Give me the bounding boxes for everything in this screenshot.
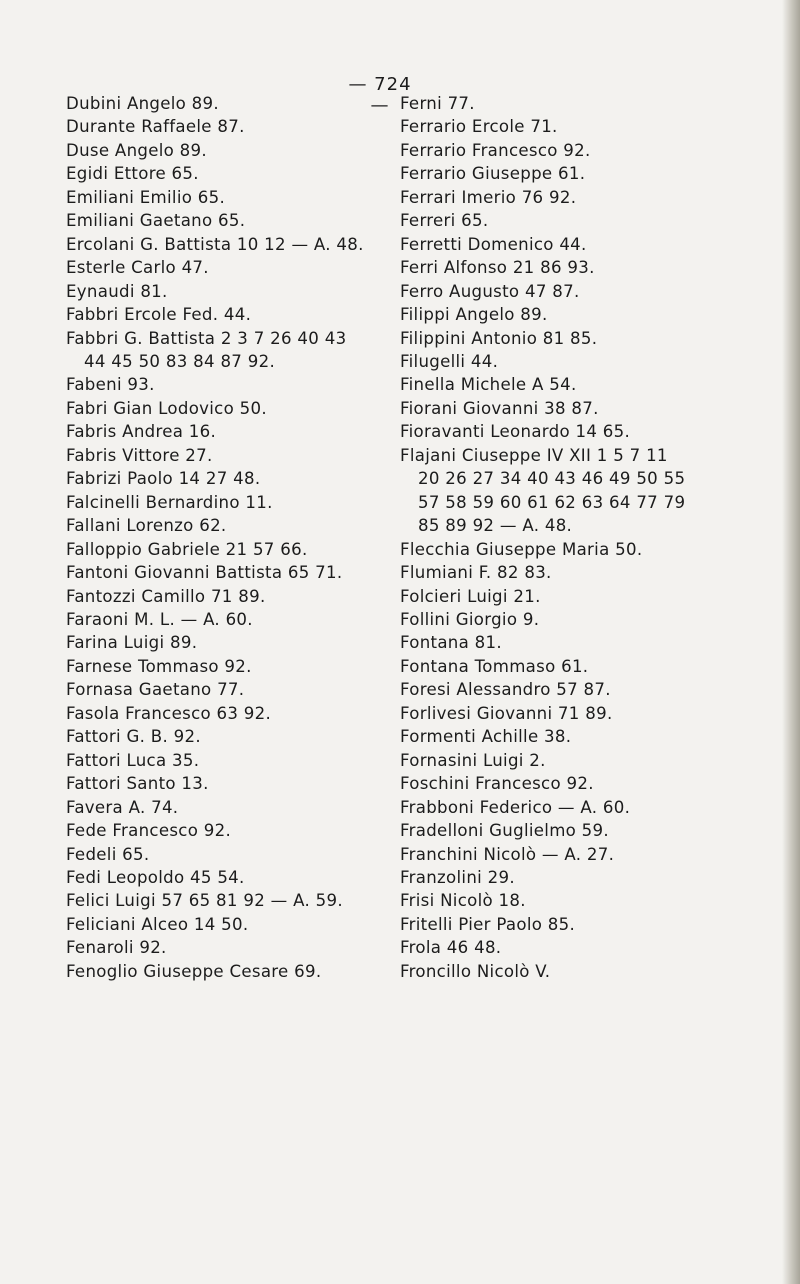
index-entry: Fenoglio Giuseppe Cesare 69. [66, 961, 322, 981]
index-entry: Fedeli 65. [66, 844, 150, 864]
index-entry: Ferrario Giuseppe 61. [400, 164, 586, 184]
index-entry: Foresi Alessandro 57 87. [400, 680, 611, 700]
index-entry-continuation: 20 26 27 34 40 43 46 49 50 55 [418, 469, 686, 489]
index-entry: Fabrizi Paolo 14 27 48. [66, 469, 261, 489]
index-entry: Fabbri G. Battista 2 3 7 26 40 43 [66, 328, 347, 348]
index-entry: Felici Luigi 57 65 81 92 — A. 59. [66, 891, 343, 911]
index-entry: Ferrario Ercole 71. [400, 117, 558, 137]
index-entry: Fontana 81. [400, 633, 502, 653]
index-entry: Fantozzi Camillo 71 89. [66, 586, 266, 606]
index-entry: Fenaroli 92. [66, 938, 167, 958]
index-entry: Ferro Augusto 47 87. [400, 281, 580, 301]
index-entry: Esterle Carlo 47. [66, 258, 209, 278]
index-entry: Emiliani Emilio 65. [66, 187, 226, 207]
index-entry: Franzolini 29. [400, 867, 515, 887]
index-entry: Fasola Francesco 63 92. [66, 703, 272, 723]
index-entry-continuation: 44 45 50 83 84 87 92. [84, 351, 276, 371]
index-entry: Flumiani F. 82 83. [400, 563, 552, 583]
index-column-left [66, 92, 396, 983]
index-entry-continuation: 57 58 59 60 61 62 63 64 77 79 [418, 492, 686, 512]
index-entry: Fattori Luca 35. [66, 750, 200, 770]
index-entry: Fradelloni Guglielmo 59. [400, 821, 609, 841]
index-entry: Follini Giorgio 9. [400, 609, 540, 629]
index-entry: Filippini Antonio 81 85. [400, 328, 598, 348]
index-entry: Franchini Nicolò — A. 27. [400, 844, 615, 864]
index-column-right [400, 92, 785, 983]
index-entry: Emiliani Gaetano 65. [66, 211, 246, 231]
index-entry: Flajani Ciuseppe IV XII 1 5 7 11 [400, 445, 668, 465]
index-entry: Ercolani G. Battista 10 12 — A. 48. [66, 234, 364, 254]
index-entry: Frisi Nicolò 18. [400, 891, 526, 911]
index-entry: Frola 46 48. [400, 938, 502, 958]
index-entry: Duse Angelo 89. [66, 140, 207, 160]
index-entry: Fabeni 93. [66, 375, 155, 395]
index-entry: Ferri Alfonso 21 86 93. [400, 258, 595, 278]
index-entry: Filugelli 44. [400, 351, 499, 371]
index-entry: Fornasa Gaetano 77. [66, 680, 245, 700]
index-entry: Folcieri Luigi 21. [400, 586, 541, 606]
index-entry: Fattori G. B. 92. [66, 727, 201, 747]
index-entry: Ferni 77. [400, 94, 475, 113]
index-entry: Fornasini Luigi 2. [400, 750, 546, 770]
index-entry: Finella Michele A 54. [400, 375, 577, 395]
index-entry: Formenti Achille 38. [400, 727, 572, 747]
index-entry: Ferrari Imerio 76 92. [400, 187, 577, 207]
index-entry: Fritelli Pier Paolo 85. [400, 914, 576, 934]
index-entry: Farnese Tommaso 92. [66, 656, 252, 676]
index-entry: Fabbri Ercole Fed. 44. [66, 305, 252, 325]
index-entry: Dubini Angelo 89. [66, 94, 219, 113]
index-entry: Fattori Santo 13. [66, 774, 209, 794]
index-entry: Faraoni M. L. — A. 60. [66, 609, 253, 629]
index-entry: Froncillo Nicolò V. [400, 961, 551, 981]
index-entry: Fabri Gian Lodovico 50. [66, 398, 267, 418]
index-entry: Eynaudi 81. [66, 281, 168, 301]
index-entry: Fede Francesco 92. [66, 821, 232, 841]
index-entry: Fallani Lorenzo 62. [66, 516, 227, 536]
page-number: — 724 — [348, 74, 412, 116]
index-entry: Feliciani Alceo 14 50. [66, 914, 249, 934]
index-entry: Fabris Vittore 27. [66, 445, 213, 465]
index-entry: Filippi Angelo 89. [400, 305, 548, 325]
index-entry-continuation: 85 89 92 — A. 48. [418, 516, 573, 536]
index-entry: Fabris Andrea 16. [66, 422, 217, 442]
index-entry: Fedi Leopoldo 45 54. [66, 867, 245, 887]
index-entry: Ferretti Domenico 44. [400, 234, 587, 254]
index-entry: Farina Luigi 89. [66, 633, 198, 653]
index-entry: Frabboni Federico — A. 60. [400, 797, 631, 817]
index-entry: Foschini Francesco 92. [400, 774, 594, 794]
index-entry: Fontana Tommaso 61. [400, 656, 589, 676]
index-entry: Ferreri 65. [400, 211, 489, 231]
index-entry: Flecchia Giuseppe Maria 50. [400, 539, 643, 559]
index-entry: Favera A. 74. [66, 797, 179, 817]
page-edge-shadow [782, 0, 800, 1284]
index-entry: Forlivesi Giovanni 71 89. [400, 703, 613, 723]
index-entry: Falloppio Gabriele 21 57 66. [66, 539, 308, 559]
index-entry: Durante Raffaele 87. [66, 117, 245, 137]
index-entry: Ferrario Francesco 92. [400, 140, 591, 160]
index-entry: Fioravanti Leonardo 14 65. [400, 422, 631, 442]
index-entry: Fantoni Giovanni Battista 65 71. [66, 563, 343, 583]
index-entry: Fiorani Giovanni 38 87. [400, 398, 599, 418]
index-entry: Egidi Ettore 65. [66, 164, 199, 184]
index-entry: Falcinelli Bernardino 11. [66, 492, 273, 512]
